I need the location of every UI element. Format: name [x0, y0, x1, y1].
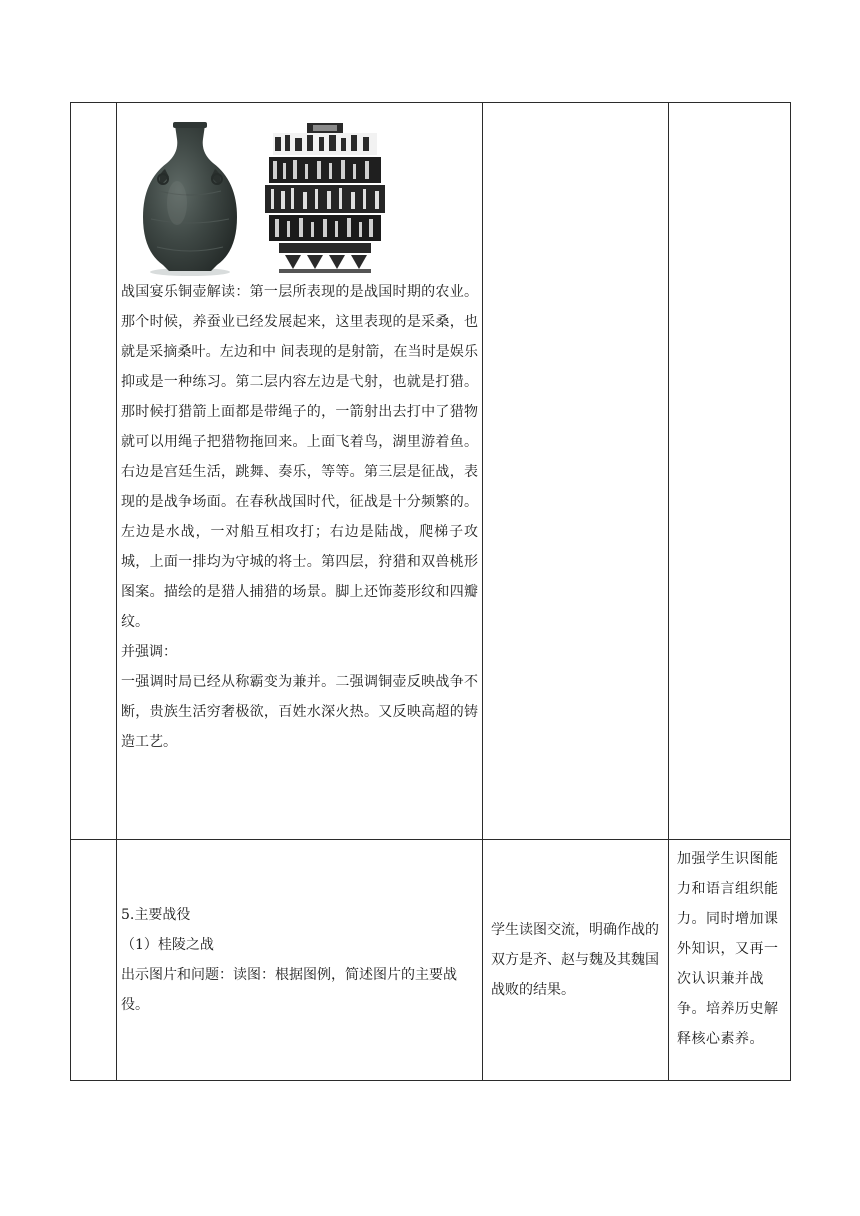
artifact-images — [117, 103, 482, 277]
student-activity-text: 学生读图交流，明确作战的双方是齐、赵与魏及其魏国战败的结果。 — [491, 922, 659, 998]
section-heading: 5.主要战役 — [121, 907, 191, 923]
map-reading-prompt: 出示图片和问题：读图：根据图例，简述图片的主要战役。 — [121, 967, 457, 1013]
teacher-activity-cell — [117, 103, 483, 840]
stage-cell — [71, 103, 117, 840]
emphasis-label: 并强调： — [121, 644, 177, 660]
student-activity-cell — [483, 840, 669, 1081]
design-intent-cell — [669, 103, 791, 840]
bronze-relief-pattern-image — [265, 123, 385, 275]
student-activity-cell — [483, 103, 669, 840]
stage-cell — [71, 840, 117, 1081]
emphasis-text: 一强调时局已经从称霸变为兼并。二强调铜壶反映战争不断，贵族生活穷奢极欲，百姓水深火热。又反映高超的铸造工艺。 — [121, 674, 478, 750]
lesson-plan-table — [70, 102, 791, 1081]
design-intent-cell — [669, 840, 791, 1081]
teacher-activity-cell — [117, 840, 483, 1081]
table-row — [71, 103, 791, 840]
vase-interpretation-paragraph: 战国宴乐铜壶解读：第一层所表现的是战国时期的农业。那个时候，养蚕业已经发展起来，这里表现的是采桑，也就是采摘桑叶。左边和中 间表现的是射箭，在当时是娱乐抑或是一种练习。第二层内容左边是弋射，也就是打猎。那时候打猎箭上面都是带绳子的，一箭射出去打中了猎物就可以用绳子把猎物拖回来。上面飞着鸟，湖里游着鱼。右边是宫廷生活，跳舞、奏乐，等等。第三层是征战，表现的是战争场面。在春秋战国时代，征战是十分频繁的。左边是水战，一对船互相攻打；右边是陆战，爬梯子攻城，上面一排均为守城的将士。第四层，狩猎和双兽桃形图案。描绘的是猎人捕猎的场景。脚上还饰菱形纹和四瓣纹。 — [121, 284, 478, 630]
section-subheading: （1）桂陵之战 — [121, 937, 214, 953]
table-row — [71, 840, 791, 1081]
design-intent-text: 加强学生识图能力和语言组织能力。同时增加课外知识，又再一次认识兼并战争。培养历史解释核心素养。 — [677, 851, 779, 1047]
bronze-vase-image — [137, 119, 243, 277]
